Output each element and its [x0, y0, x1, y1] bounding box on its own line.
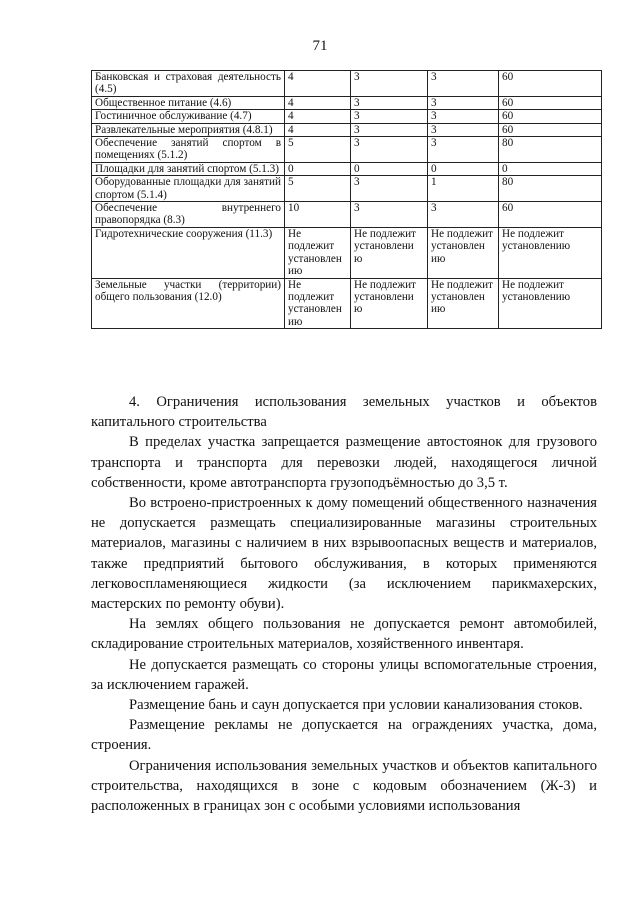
- table-cell: Не подлежит установлен ию: [428, 278, 499, 329]
- table-cell: Оборудованные площадки для занятий спортом (5.1.4): [92, 176, 285, 202]
- table-cell: 3: [428, 96, 499, 109]
- table-cell: 3: [428, 202, 499, 228]
- body-text: [91, 392, 597, 816]
- table-cell: 80: [499, 176, 602, 202]
- table-cell: 3: [428, 110, 499, 123]
- table-cell: Площадки для занятий спортом (5.1.3): [92, 162, 285, 175]
- paragraph: В пределах участка запрещается размещение автостоянок для грузового транспорта и транспорта для перевозки людей, находящегося личной собственности, кроме автотранспорта грузоподъёмностью до 3,5 т.: [91, 434, 597, 491]
- page-number: 71: [312, 38, 328, 54]
- table-cell: 0: [285, 162, 351, 175]
- table-cell: 3: [351, 202, 428, 228]
- table-cell: Обеспечение занятий спортом в помещениях (5.1.2): [92, 137, 285, 163]
- table-cell: 0: [428, 162, 499, 175]
- table-cell: 60: [499, 110, 602, 123]
- table-cell: 3: [428, 123, 499, 136]
- table-cell: Не подлежит установлени ю: [351, 278, 428, 329]
- table-cell: 3: [428, 71, 499, 97]
- table-cell: 80: [499, 137, 602, 163]
- paragraph: Размещение рекламы не допускается на ограждениях участка, дома, строения.: [91, 717, 597, 754]
- table-cell: Не подлежит установлению: [499, 278, 602, 329]
- table-cell: Гидротехнические сооружения (11.3): [92, 227, 285, 278]
- table-cell: Банковская и страховая деятельность (4.5): [92, 71, 285, 97]
- table-row: [92, 110, 602, 123]
- table-cell: 3: [351, 71, 428, 97]
- paragraph: Во встроено-пристроенных к дому помещений общественного назначения не допускается размещать специализированные магазины строительных материалов, магазины с наличием в них взрывоопасных веществ и материалов, также предприятий бытового обслуживания, в которых применяются легковоспламеняющиеся жидкости (за исключением парикмахерских, мастерских по ремонту обуви).: [91, 495, 597, 613]
- table-cell: 60: [499, 96, 602, 109]
- table-row: [92, 176, 602, 202]
- table-cell: 60: [499, 71, 602, 97]
- table-cell: Не подлежит установлению: [499, 227, 602, 278]
- table-row: [92, 162, 602, 175]
- table-cell: 0: [499, 162, 602, 175]
- table-cell: 4: [285, 96, 351, 109]
- table-cell: 1: [428, 176, 499, 202]
- table-cell: 60: [499, 123, 602, 136]
- table-cell: Не подлежит установлени ю: [351, 227, 428, 278]
- table-cell: 5: [285, 176, 351, 202]
- table-row: [92, 123, 602, 136]
- table-cell: 3: [351, 137, 428, 163]
- zone-parameters-table: [91, 70, 602, 329]
- table-row: [92, 137, 602, 163]
- table-cell: 10: [285, 202, 351, 228]
- table-cell: 0: [351, 162, 428, 175]
- table-cell: 3: [351, 96, 428, 109]
- table-cell: Земельные участки (территории) общего пользования (12.0): [92, 278, 285, 329]
- table-cell: 4: [285, 71, 351, 97]
- table-cell: 60: [499, 202, 602, 228]
- table-cell: Общественное питание (4.6): [92, 96, 285, 109]
- table-row: [92, 71, 602, 97]
- table-cell: Гостиничное обслуживание (4.7): [92, 110, 285, 123]
- table-cell: 3: [351, 123, 428, 136]
- table-cell: 5: [285, 137, 351, 163]
- table-cell: 3: [428, 137, 499, 163]
- table-cell: 4: [285, 123, 351, 136]
- table-cell: Не подлежит установлен ию: [285, 278, 351, 329]
- section-heading: 4. Ограничения использования земельных участков и объектов капитального строительства: [91, 394, 597, 431]
- table-cell: 3: [351, 110, 428, 123]
- table-cell: 3: [351, 176, 428, 202]
- table-row: [92, 202, 602, 228]
- table-row: [92, 227, 602, 278]
- paragraph: На землях общего пользования не допускается ремонт автомобилей, складирование строительных материалов, хозяйственного инвентаря.: [91, 616, 597, 653]
- paragraph: Размещение бань и саун допускается при условии канализования стоков.: [129, 697, 583, 714]
- table-cell: Не подлежит установлен ию: [428, 227, 499, 278]
- table-cell: Развлекательные мероприятия (4.8.1): [92, 123, 285, 136]
- paragraph: Ограничения использования земельных участков и объектов капитального строительства, находящихся в зоне с кодовым обозначением (Ж-3) и расположенных в границах зон с особыми условиями использования: [91, 757, 597, 815]
- table-cell: 4: [285, 110, 351, 123]
- table-row: [92, 278, 602, 329]
- table-cell: Обеспечение внутреннего правопорядка (8.3): [92, 202, 285, 228]
- table-row: [92, 96, 602, 109]
- paragraph: Не допускается размещать со стороны улицы вспомогательные строения, за исключением гаражей.: [91, 656, 597, 693]
- table-cell: Не подлежит установлен ию: [285, 227, 351, 278]
